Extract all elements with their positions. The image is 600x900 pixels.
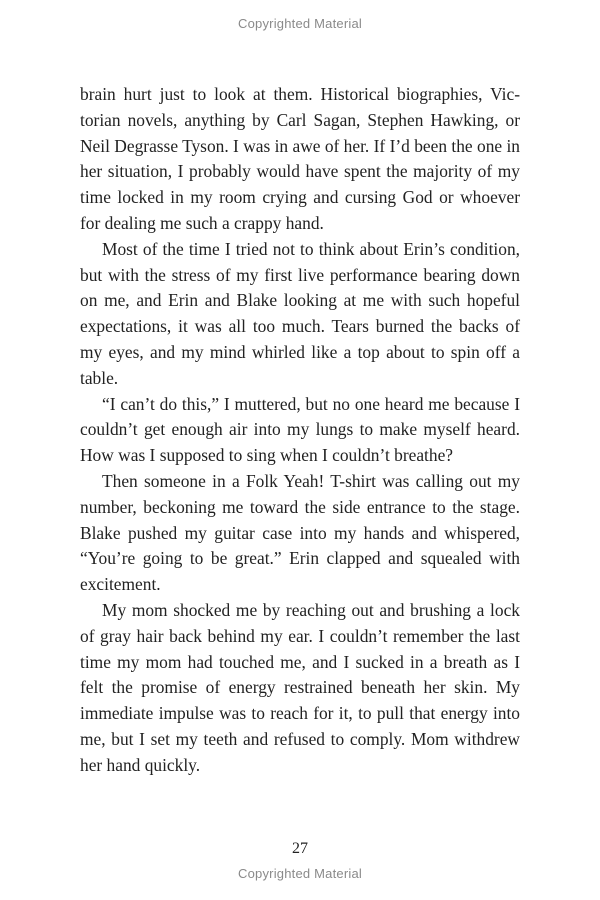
copyright-watermark-bottom: Copyrighted Material <box>238 866 362 881</box>
page-number: 27 <box>292 840 308 857</box>
paragraph-2: Most of the time I tried not to think about Erin’s condition, but with the stress of my first live performance bearing down on me, and Erin and Blake looking at me with such hopeful expectations, it was all too much. Tears burned the backs of my eyes, and my mind whirled like a top about to spin off a table. <box>80 238 520 388</box>
copyright-watermark-top: Copyrighted Material <box>238 16 362 31</box>
paragraph-1: brain hurt just to look at them. Historical biographies, Victorian novels, anything by Carl Sagan, Stephen Hawking, or Neil Degrasse Tyson. I was in awe of her. If I’d been the one in her situation, I probably would have spent the majority of my time locked in my room crying and cursing God or whoever for dealing me such a crappy hand. <box>80 84 520 233</box>
paragraph-4: Then someone in a Folk Yeah! T-shirt was calling out my number, beckoning me toward the side entrance to the stage. Blake pushed my guitar case into my hands and whispered, “You’re going to be great.” Erin clapped and squealed with excitement. <box>80 470 520 595</box>
paragraph-5: My mom shocked me by reaching out and brushing a lock of gray hair back behind my ear. I couldn’t remember the last time my mom had touched me, and I sucked in a breath as I felt the promise of energy restrained beneath her skin. My immediate impulse was to reach for it, to pull that energy into me, but I set my teeth and refused to comply. Mom withdrew her hand quickly. <box>80 599 520 775</box>
paragraph-3: “I can’t do this,” I muttered, but no one heard me because I couldn’t get enough air into my lungs to make myself heard. How was I supposed to sing when I couldn’t breathe? <box>80 393 520 466</box>
page-body-text <box>80 82 520 779</box>
